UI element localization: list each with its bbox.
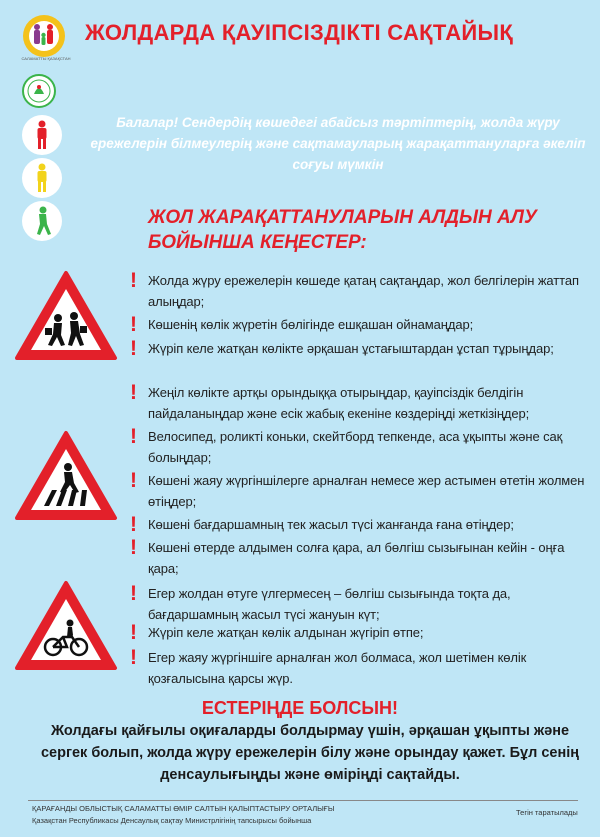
list-item [126, 382, 594, 424]
children-crossing-sign-icon [14, 270, 118, 362]
bicycle-sign-icon [14, 580, 118, 672]
tip-text: Көшенің көлік жүретін бөлігінде ешқашан ойнамаңдар; [148, 317, 474, 332]
list-item [126, 270, 594, 312]
tip-text: Көшені жаяу жүргіншілерге арналған немесе жер астымен өтетін жолмен өтіңдер; [148, 473, 585, 509]
tip-text: Көшені өтерде алдымен солға қара, ал бөлгіш сызығынан кейін - оңға қара; [148, 540, 565, 576]
footer-ministry: Қазақстан Республикасы Денсаулық сақтау Министрлігінің тапсырысы бойынша [32, 816, 312, 825]
exclamation-icon: ! [130, 513, 137, 536]
yellow-pedestrian-icon [22, 158, 62, 198]
exclamation-icon: ! [130, 381, 137, 404]
list-item [126, 514, 594, 535]
tips-heading [148, 205, 588, 255]
list-item [126, 622, 594, 643]
tip-text: Жеңіл көлікте артқы орындыққа отырыңдар, қауіпсіздік белдігін пайдаланыңдар және есік жабық екеніне көздеріңді жеткізіңдер; [148, 385, 530, 421]
tip-text: Көшені бағдаршамның тек жасыл түсі жанғанда ғана өтіңдер; [148, 517, 514, 532]
red-pedestrian-icon [22, 115, 62, 155]
list-item [126, 338, 594, 359]
logo-text: САЛАМАТТЫ ҚАЗАҚСТАН [21, 56, 71, 61]
exclamation-icon: ! [130, 469, 137, 492]
closing-text: Жолдағы қайғылы оқиғаларды болдырмау үшін, әрқашан ұқыпты және сергек болып, жолда жүру ережелерін білу және орындау қажет. Бұл сенің денсаулығыңды және өміріңді сақтайды. [40, 723, 580, 783]
list-item [126, 470, 594, 512]
intro-text: Балалар! Сендердің көшедегі абайсыз тәртіптерің, жолда жүру ережелерін білмеулерің және сақтамауларың жарақаттануларға әкеліп соғуы мүмкін [90, 115, 586, 172]
tips-heading-line-2: БОЙЫНША КЕҢЕСТЕР: [148, 232, 367, 253]
exclamation-icon: ! [130, 337, 137, 360]
exclamation-icon: ! [130, 582, 137, 605]
exclamation-icon: ! [130, 621, 137, 644]
exclamation-icon: ! [130, 313, 137, 336]
list-item [126, 647, 594, 689]
footer-free-distribution: Тегін таратылады [516, 808, 578, 817]
exclamation-icon: ! [130, 425, 137, 448]
pedestrian-crossing-sign-icon [14, 430, 118, 522]
tip-text: Жолда жүру ережелерін көшеде қатаң сақтаңдар, жол белгілерін жаттап алыңдар; [148, 273, 579, 309]
footer-organization: ҚАРАҒАНДЫ ОБЛЫСТЫҚ САЛАМАТТЫ ӨМІР САЛТЫН ҚАЛЫПТАСТЫРУ ОРТАЛЫҒЫ [32, 804, 335, 813]
green-pedestrian-icon [22, 201, 62, 241]
health-emblem-icon [22, 74, 56, 108]
list-item [126, 314, 594, 335]
remember-heading: ЕСТЕРІҢДЕ БОЛСЫН! [201, 698, 399, 718]
list-item [126, 426, 594, 468]
list-item [126, 537, 594, 579]
exclamation-icon: ! [130, 269, 137, 292]
tip-text: Егер жолдан өтуге үлгермесең – бөлгіш сызығында тоқта да, бағдаршамның жасыл түсі жануын күт; [148, 586, 511, 622]
tips-heading-line-1: ЖОЛ ЖАРАҚАТТАНУЛАРЫН АЛДЫН АЛУ [148, 207, 537, 228]
list-item [126, 583, 594, 625]
tip-text: Жүріп келе жатқан көлік алдынан жүгіріп өтпе; [148, 625, 424, 640]
tip-text: Велосипед, роликті коньки, скейтборд тепкенде, аса ұқыпты және сақ болыңдар; [148, 429, 563, 465]
tip-text: Егер жаяу жүргіншіге арналған жол болмаса, жол шетімен көлік қозғалысына қарсы жүр. [148, 650, 527, 686]
exclamation-icon: ! [130, 536, 137, 559]
tip-text: Жүріп келе жатқан көлікте әрқашан ұстағыштардан ұстап тұрыңдар; [148, 341, 554, 356]
page-title: ЖОЛДАРДА ҚАУІПСІЗДІКТІ САҚТАЙЫҚ [85, 20, 514, 45]
exclamation-icon: ! [130, 646, 137, 669]
footer-divider [28, 800, 578, 801]
